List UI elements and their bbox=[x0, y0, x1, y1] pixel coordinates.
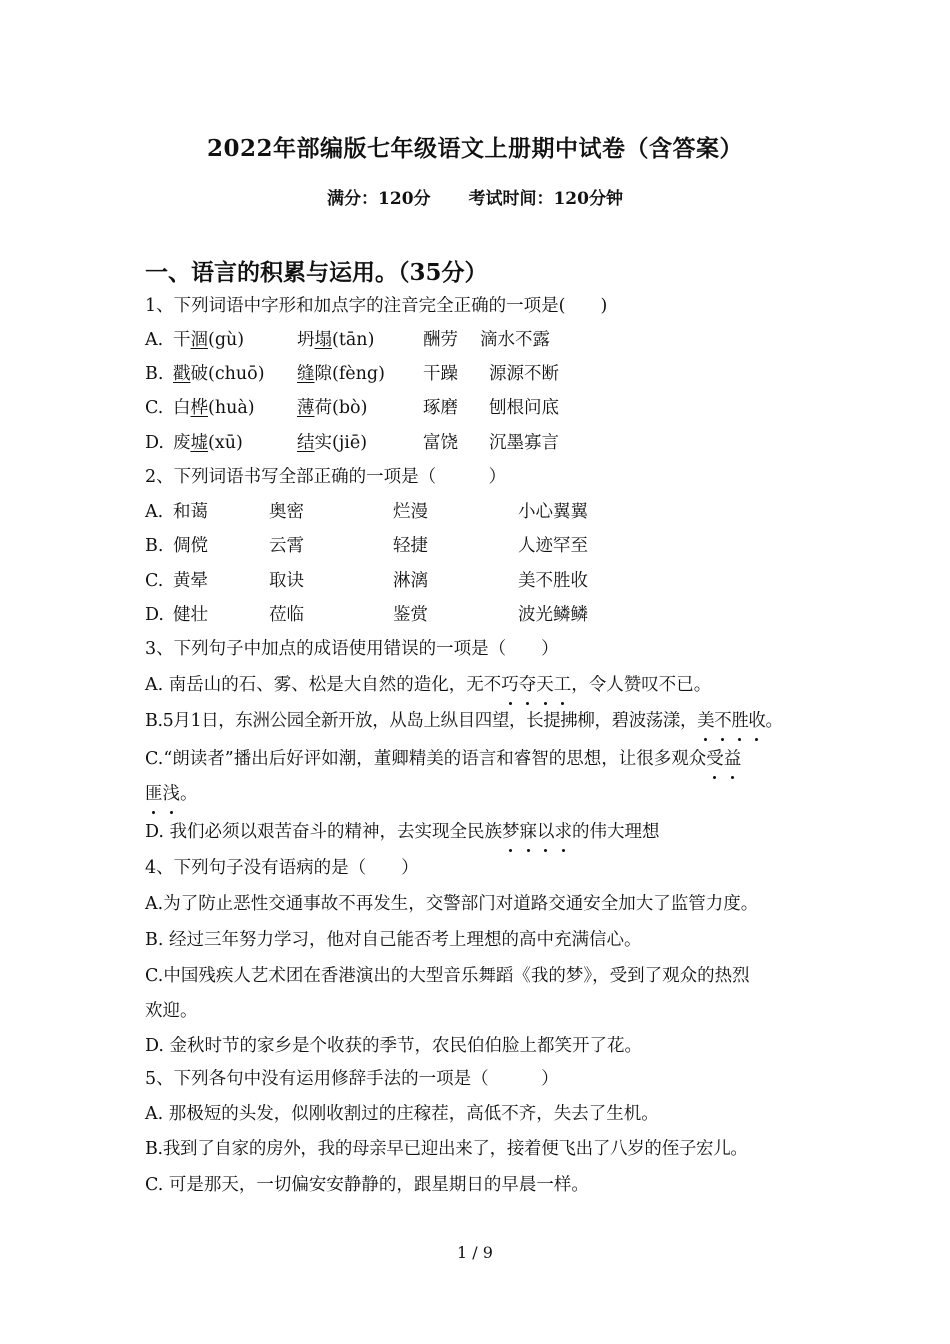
question-4-option-c: C.中国残疾人艺术团在香港演出的大型音乐舞蹈《我的梦》，受到了观众的热烈 bbox=[145, 966, 750, 986]
question-1-option-d bbox=[145, 428, 795, 458]
question-3-option-d: D. 我们必须以艰苦奋斗的精神，去实现全民族梦寐以求的伟大理想 bbox=[145, 817, 660, 847]
option-word-4: 滴水不露 bbox=[480, 330, 550, 350]
question-2-option-b bbox=[145, 531, 795, 561]
option-word-3: 富饶 bbox=[423, 433, 458, 453]
option-word-2: 缝隙(fèng) bbox=[297, 364, 385, 384]
option-word-2: 莅临 bbox=[269, 605, 304, 625]
option-word-1: 黄晕 bbox=[173, 571, 208, 591]
question-4-option-a: A.为了防止恶性交通事故不再发生，交警部门对道路交通安全加大了监管力度。 bbox=[145, 894, 759, 914]
option-word-2: 云霄 bbox=[269, 536, 304, 556]
section-heading-1: 一、语言的积累与运用。（35分） bbox=[145, 259, 488, 286]
option-word-3: 淋漓 bbox=[393, 571, 428, 591]
question-1-option-c bbox=[145, 393, 795, 423]
dotted-idiom: 美不胜收 bbox=[697, 711, 765, 731]
option-word-1: 戳破(chuō) bbox=[173, 364, 265, 384]
question-3-option-b: B.5月1日，东洲公园全新开放，从岛上纵目四望，长提拂柳，碧波荡漾，美不胜收。 bbox=[145, 706, 783, 736]
question-2-option-c bbox=[145, 566, 795, 596]
option-word-4: 人迹罕至 bbox=[518, 536, 588, 556]
option-word-3: 琢磨 bbox=[423, 398, 458, 418]
question-1-option-a bbox=[145, 325, 795, 355]
option-word-2: 坍塌(tān) bbox=[297, 330, 375, 350]
option-word-2: 奥密 bbox=[269, 502, 304, 522]
option-word-3: 烂漫 bbox=[393, 502, 428, 522]
option-label: B. bbox=[145, 536, 164, 556]
question-5-option-a: A. 那极短的头发，似刚收割过的庄稼茬，高低不齐，失去了生机。 bbox=[145, 1104, 659, 1124]
option-word-4: 源源不断 bbox=[489, 364, 559, 384]
option-label: A. bbox=[145, 330, 164, 350]
option-word-4: 波光鳞鳞 bbox=[518, 605, 588, 625]
question-5-stem: 5、下列各句中没有运用修辞手法的一项是（ ） bbox=[145, 1069, 559, 1089]
question-1-stem: 1、下列词语中字形和加点字的注音完全正确的一项是( ) bbox=[145, 296, 608, 316]
page-number: 1 / 9 bbox=[457, 1243, 493, 1262]
question-4-option-c-cont: 欢迎。 bbox=[145, 1001, 198, 1021]
option-word-3: 酬劳 bbox=[423, 330, 458, 350]
option-word-3: 干躁 bbox=[423, 364, 458, 384]
exam-time: 考试时间：120分钟 bbox=[468, 189, 623, 209]
option-word-4: 小心翼翼 bbox=[518, 502, 588, 522]
question-5-option-c: C. 可是那天，一切偏安安静静的，跟星期日的早晨一样。 bbox=[145, 1175, 589, 1195]
option-word-4: 美不胜收 bbox=[518, 571, 588, 591]
question-2-option-d bbox=[145, 600, 795, 630]
option-label: A. bbox=[145, 502, 164, 522]
option-label: D. bbox=[145, 433, 164, 453]
option-label: C. bbox=[145, 571, 164, 591]
option-word-4: 刨根问底 bbox=[489, 398, 559, 418]
exam-info bbox=[0, 184, 950, 209]
option-word-2: 薄荷(bò) bbox=[297, 398, 368, 418]
option-word-1: 倜傥 bbox=[173, 536, 208, 556]
page-title: 2022年部编版七年级语文上册期中试卷（含答案） bbox=[206, 135, 743, 162]
option-label: D. bbox=[145, 605, 164, 625]
question-2-stem: 2、下列词语书写全部正确的一项是（ ） bbox=[145, 467, 507, 487]
full-score: 满分：120分 bbox=[327, 189, 431, 209]
option-word-4: 沉墨寡言 bbox=[489, 433, 559, 453]
question-5-option-b: B.我到了自家的房外，我的母亲早已迎出来了，接着便飞出了八岁的侄子宏儿。 bbox=[145, 1139, 748, 1159]
option-word-1: 干涸(gù) bbox=[173, 330, 245, 350]
question-1-option-b bbox=[145, 359, 795, 389]
option-word-1: 健壮 bbox=[173, 605, 208, 625]
question-3-option-c: C.“朗读者”播出后好评如潮，董卿精美的语言和睿智的思想，让很多观众受益 bbox=[145, 744, 741, 774]
option-word-2: 结实(jiē) bbox=[297, 433, 368, 453]
dotted-idiom: 梦寐以求 bbox=[502, 822, 572, 842]
question-4-stem: 4、下列句子没有语病的是（ ） bbox=[145, 858, 419, 878]
option-label: B. bbox=[145, 364, 164, 384]
option-word-1: 和蔼 bbox=[173, 502, 208, 522]
dotted-idiom: 受益 bbox=[706, 749, 741, 769]
option-word-1: 白桦(huà) bbox=[173, 398, 255, 418]
question-4-option-d: D. 金秋时节的家乡是个收获的季节，农民伯伯脸上都笑开了花。 bbox=[145, 1036, 643, 1056]
option-label: C. bbox=[145, 398, 164, 418]
dotted-idiom: 巧夺天工 bbox=[501, 675, 571, 695]
option-word-2: 取诀 bbox=[269, 571, 304, 591]
option-word-1: 废墟(xū) bbox=[173, 433, 243, 453]
option-word-3: 轻捷 bbox=[393, 536, 428, 556]
option-word-3: 鉴赏 bbox=[393, 605, 428, 625]
question-3-option-a: A. 南岳山的石、雾、松是大自然的造化，无不巧夺天工，令人赞叹不已。 bbox=[145, 670, 711, 700]
question-2-option-a bbox=[145, 497, 795, 527]
question-3-stem: 3、下列句子中加点的成语使用错误的一项是（ ） bbox=[145, 639, 559, 659]
question-4-option-b: B. 经过三年努力学习，他对自己能否考上理想的高中充满信心。 bbox=[145, 930, 642, 950]
dotted-idiom: 匪浅 bbox=[145, 784, 180, 804]
question-3-option-c-cont: 匪浅。 bbox=[145, 779, 198, 809]
